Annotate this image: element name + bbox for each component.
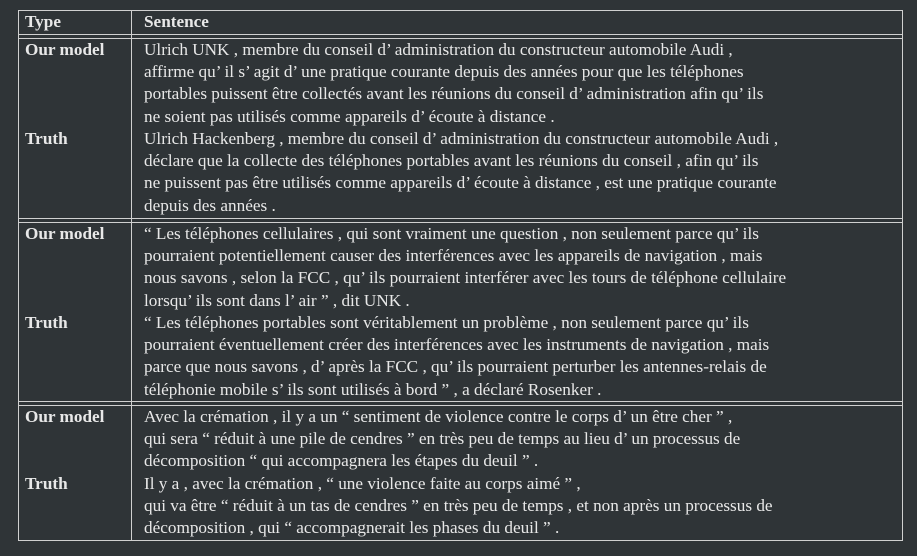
- sentence-line: Ulrich Hackenberg , membre du conseil d’ administration du constructeur automobile Audi ,: [144, 129, 779, 148]
- sentence-line: décomposition , qui “ accompagnerait les phases du deuil ” .: [144, 518, 560, 538]
- sentence-line: pourraient éventuellement créer des interférences avec les instruments de navigation , mais: [144, 335, 770, 355]
- sentence-line: “ Les téléphones portables sont véritablement un problème , non seulement parce qu’ ils: [144, 313, 749, 332]
- sentence-line: affirme qu’ il s’ agit d’ une pratique courante depuis des années pour que les téléphones: [144, 62, 744, 82]
- sentence-line: lorsqu’ ils sont dans l’ air ” , dit UNK .: [144, 290, 410, 310]
- sentence-line: Il y a , avec la crémation , “ une violence faite au corps aimé ” ,: [144, 474, 581, 493]
- sentence-line: nous savons , selon la FCC , qu’ ils pourraient interférer avec les tours de téléphone cellulaire: [144, 268, 787, 288]
- rule-group2-bottom: [18, 401, 903, 402]
- rule-right: [902, 10, 903, 541]
- sentence-line: pourraient potentiellement causer des interférences avec les appareils de navigation , mais: [144, 246, 763, 266]
- row-type-label: Our model: [25, 40, 105, 59]
- row-type-label: Truth: [25, 129, 68, 148]
- row-type-label: Truth: [25, 474, 68, 493]
- sentence-line: depuis des années .: [144, 195, 276, 215]
- sentence-line: parce que nous savons , d’ après la FCC , qu’ ils pourraient perturber les antennes-relais de: [144, 357, 767, 377]
- rule-column-divider: [131, 10, 132, 541]
- row-type-label: Our model: [25, 407, 105, 426]
- rule-header-bottom: [18, 34, 903, 35]
- header-sentence: Sentence: [144, 12, 209, 31]
- sentence-line: ne soient pas utilisés comme appareils d’ écoute à distance .: [144, 106, 555, 126]
- row-type-label: Truth: [25, 313, 68, 332]
- sentence-line: “ Les téléphones cellulaires , qui sont vraiment une question , non seulement parce qu’ ils: [144, 224, 759, 243]
- sentence-line: Ulrich UNK , membre du conseil d’ administration du constructeur automobile Audi ,: [144, 40, 733, 59]
- rule-left: [18, 10, 19, 541]
- row-type-label: Our model: [25, 224, 105, 243]
- row-sentence: [144, 39, 763, 128]
- sentence-line: décomposition “ qui accompagnera les étapes du deuil ” .: [144, 451, 539, 471]
- row-sentence: [144, 406, 740, 473]
- rule-bottom: [18, 540, 903, 541]
- row-sentence: [144, 223, 786, 312]
- sentence-line: ne puissent pas être utilisés comme appareils d’ écoute à distance , est une pratique courante: [144, 173, 777, 193]
- row-sentence: [144, 128, 778, 217]
- sentence-line: portables puissent être collectés avant les réunions du conseil d’ administration afin qu’ ils: [144, 84, 764, 104]
- sentence-line: Avec la crémation , il y a un “ sentiment de violence contre le corps d’ un être cher ” ,: [144, 407, 733, 426]
- sentence-line: téléphonie mobile s’ ils sont utilisés à bord ” , a déclaré Rosenker .: [144, 379, 602, 399]
- sentence-line: qui sera “ réduit à une pile de cendres ” en très peu de temps au lieu d’ un processus de: [144, 429, 741, 449]
- sentence-line: qui va être “ réduit à un tas de cendres ” en très peu de temps , et non après un processus de: [144, 496, 773, 516]
- row-sentence: [144, 312, 769, 401]
- rule-group1-bottom: [18, 218, 903, 219]
- sentence-line: déclare que la collecte des téléphones portables avant les réunions du conseil , afin qu’ ils: [144, 151, 759, 171]
- row-sentence: [144, 473, 773, 540]
- header-type: Type: [25, 12, 61, 31]
